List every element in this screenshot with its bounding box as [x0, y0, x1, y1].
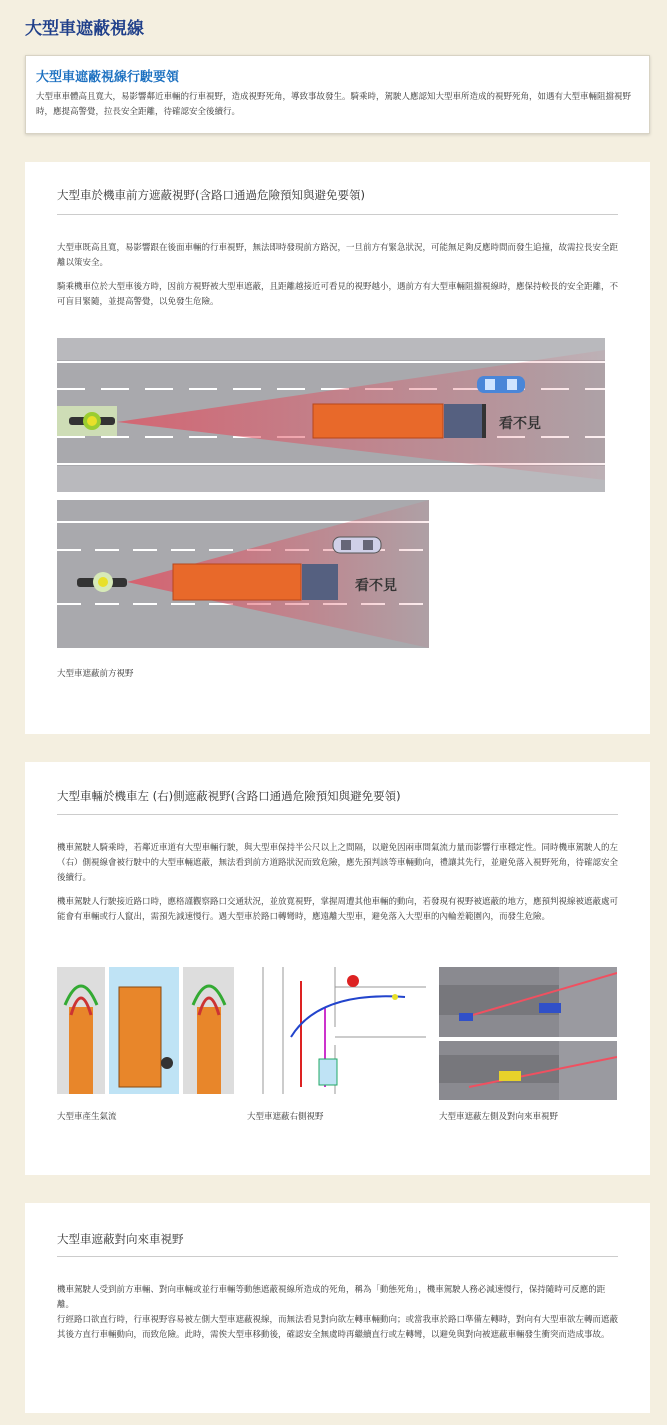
- paragraph: 騎乘機車位於大型車後方時，因前方視野被大型車遮蔽，且距離越接近可看見的視野越小，遇前方有大型車輛阻擋視線時，應保持較長的安全距離，不可盲目緊隨，並提高警覺，以免發生危險。: [57, 282, 619, 307]
- paragraph: 機車駕駛人騎乘時，若鄰近車道有大型車輛行駛，與大型車保持半公尺以上之間隔，以避免因兩車間氣流力量而影響行車穩定性。同時機車駕駛人的左（右）側視線會被行駛中的大型車輛遮蔽，無法看到前方道路狀況而致危險，應先預判該等車輛動向，禮讓其先行，並避免落入視野死角，待確認安全後續行。: [57, 843, 619, 883]
- figure-caption: 大型車遮蔽前方視野: [57, 669, 134, 679]
- divider: [57, 1256, 618, 1257]
- front-blind-spot-diagram-zoom: [57, 500, 429, 648]
- left-side-blind-spot-photos: [439, 967, 617, 1100]
- figure-caption: 大型車遮蔽左側及對向來車視野: [439, 1112, 559, 1122]
- section-oncoming-blind-spot: [25, 1203, 650, 1413]
- section-title: 大型車輛於機車左 (右)側遮蔽視野(含路口通過危險預知與避免要領): [57, 789, 401, 803]
- car-icon: [333, 537, 381, 553]
- divider: [57, 814, 618, 815]
- airflow-diagram: [57, 967, 234, 1094]
- paragraph: 機車駕駛人行駛接近路口時，應格謹觀察路口交通狀況，並放寬視野，掌握周遭其他車輛的動向，若發現有視野被遮蔽的地方，應預判視線被遮蔽處可能會有車輛或行人竄出，需預先減速慢行。遇大型車於路口轉彎時，應遠離大型車，避免落入大型車的內輪差範圍內，而發生危險。: [57, 897, 619, 922]
- cannot-see-label: 看不見: [355, 578, 397, 594]
- paragraph: 行經路口欲直行時，行車視野容易被左側大型車遮蔽視線，而無法看見對向欲左轉車輛動向；或當我車於路口準備左轉時，對向有大型車欲左轉而遮蔽其後方直行車輛動向，而致危險。此時，需俟大型車移動後，確認安全無虞時再繼續直行或左轉彎，以避免與對向被遮蔽車輛發生衝突而造成事故。: [57, 1315, 619, 1340]
- divider: [57, 214, 618, 215]
- section-front-blind-spot: [25, 162, 650, 734]
- section-title: 大型車於機車前方遮蔽視野(含路口通過危險預知與避免要領): [57, 188, 365, 202]
- blue-car-icon: [477, 376, 525, 393]
- paragraph: 大型車既高且寬，易影響跟在後面車輛的行車視野，無法即時發現前方路況，一旦前方有緊急狀況，可能無足夠反應時間而發生追撞，故需拉長安全距離以策安全。: [57, 243, 619, 268]
- intro-text: 大型車車體高且寬大，易影響鄰近車輛的行車視野，造成視野死角，導致事故發生。騎乘時，駕駛人應認知大型車所造成的視野死角，如遇有大型車輛阻擋視野時，應提高警覺，拉長安全距離，待確認安全後續行。: [36, 92, 632, 117]
- figure-caption: 大型車產生氣流: [57, 1112, 117, 1122]
- section-side-blind-spot: [25, 762, 650, 1175]
- intro-title: 大型車遮蔽視線行駛要領: [36, 70, 180, 85]
- intro-box: [25, 55, 650, 134]
- right-side-blind-spot-diagram: [249, 967, 426, 1094]
- paragraph: 機車駕駛人受到前方車輛、對向車輛或並行車輛等動態遮蔽視線所造成的死角，稱為「動態死角」，機車駕駛人務必減速慢行，保持隨時可反應的距離。: [57, 1285, 606, 1310]
- cannot-see-label: 看不見: [499, 416, 541, 432]
- figure-caption: 大型車遮蔽右側視野: [247, 1112, 324, 1122]
- page-title: 大型車遮蔽視線: [25, 19, 144, 39]
- truck-icon: [173, 564, 338, 600]
- section-title: 大型車遮蔽對向來車視野: [57, 1232, 184, 1246]
- front-blind-spot-diagram-wide: [57, 338, 605, 492]
- truck-icon: [313, 404, 486, 438]
